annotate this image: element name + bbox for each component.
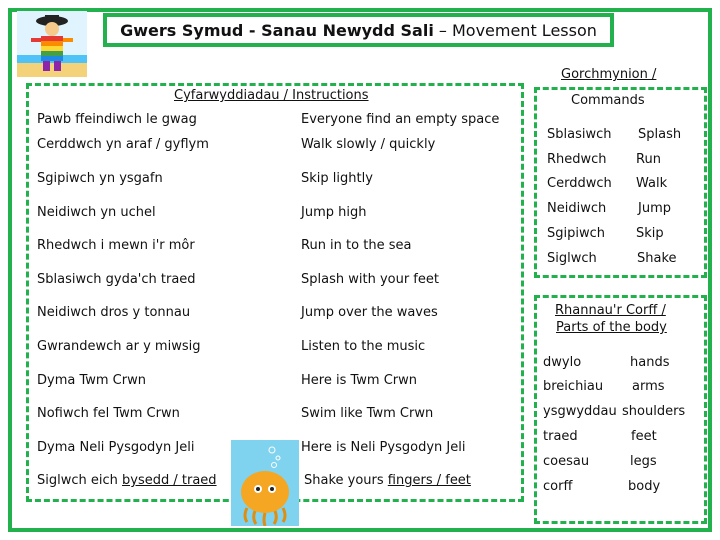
command-cy: Neidiwch [547, 201, 607, 216]
instruction-cy: Cerddwch yn araf / gyflym [37, 137, 209, 152]
command-cy: Sgipiwch [547, 226, 605, 241]
instruction-en: Here is Twm Crwn [301, 373, 417, 388]
command-cy: Siglwch [547, 251, 597, 266]
instruction-en [304, 473, 471, 488]
body-part-en: legs [630, 454, 657, 469]
title-welsh: Gwers Symud - Sanau Newydd Sali [120, 20, 434, 40]
instruction-en: Swim like Twm Crwn [301, 406, 434, 421]
body-part-en: body [628, 479, 661, 494]
command-en: Skip [636, 226, 664, 241]
instruction-cy: Neidiwch dros y tonnau [37, 305, 191, 320]
instructions-heading: Cyfarwyddiadau / Instructions [174, 88, 369, 103]
page-title [103, 13, 614, 47]
instruction-cy: Pawb ffeindiwch le gwag [37, 112, 197, 127]
body-part-cy: coesau [543, 454, 590, 469]
instruction-en-underlined: fingers / feet [387, 473, 471, 488]
instruction-cy: Nofiwch fel Twm Crwn [37, 406, 180, 421]
instruction-en: Run in to the sea [301, 238, 412, 253]
instruction-cy-text: Siglwch eich [37, 473, 123, 488]
body-parts-heading-2: Parts of the body [556, 320, 667, 335]
instruction-cy: Dyma Neli Pysgodyn Jeli [37, 440, 195, 455]
body-part-en: arms [632, 379, 665, 394]
commands-heading-1: Gorchmynion / [561, 67, 657, 82]
instruction-cy [37, 473, 217, 488]
instruction-en: Walk slowly / quickly [301, 137, 436, 152]
command-en: Run [636, 152, 661, 167]
instruction-en: Jump over the waves [301, 305, 438, 320]
instruction-en: Everyone find an empty space [301, 112, 500, 127]
title-dash: – [433, 20, 452, 40]
body-part-cy: breichiau [543, 379, 604, 394]
instruction-cy: Gwrandewch ar y miwsig [37, 339, 201, 354]
instruction-en: Splash with your feet [301, 272, 439, 287]
body-part-en: shoulders [622, 404, 686, 419]
instruction-cy: Sgipiwch yn ysgafn [37, 171, 163, 186]
instruction-cy: Dyma Twm Crwn [37, 373, 146, 388]
body-part-cy: corff [543, 479, 573, 494]
instruction-cy: Neidiwch yn uchel [37, 205, 156, 220]
body-parts-heading-1: Rhannau'r Corff / [555, 303, 666, 318]
instruction-en: Listen to the music [301, 339, 426, 354]
instruction-en: Here is Neli Pysgodyn Jeli [301, 440, 466, 455]
command-en: Shake [637, 251, 677, 266]
command-en: Jump [638, 201, 671, 216]
body-part-cy: ysgwyddau [543, 404, 617, 419]
instruction-cy: Sblasiwch gyda'ch traed [37, 272, 196, 287]
body-part-cy: dwylo [543, 355, 582, 370]
command-cy: Rhedwch [547, 152, 607, 167]
rainbow-figure-logo [17, 11, 87, 77]
commands-heading-2: Commands [571, 93, 645, 108]
instruction-en-text: Shake yours [304, 473, 388, 488]
body-part-cy: traed [543, 429, 578, 444]
command-cy: Cerddwch [547, 176, 612, 191]
instruction-en: Jump high [301, 205, 367, 220]
jellyfish-picture [231, 440, 299, 526]
command-cy: Sblasiwch [547, 127, 612, 142]
instruction-cy: Rhedwch i mewn i'r môr [37, 238, 195, 253]
title-english: Movement Lesson [451, 20, 597, 40]
command-en: Walk [636, 176, 668, 191]
body-part-en: feet [631, 429, 657, 444]
instruction-en: Skip lightly [301, 171, 373, 186]
instruction-cy-underlined: bysedd / traed [122, 473, 217, 488]
body-part-en: hands [630, 355, 670, 370]
command-en: Splash [638, 127, 682, 142]
